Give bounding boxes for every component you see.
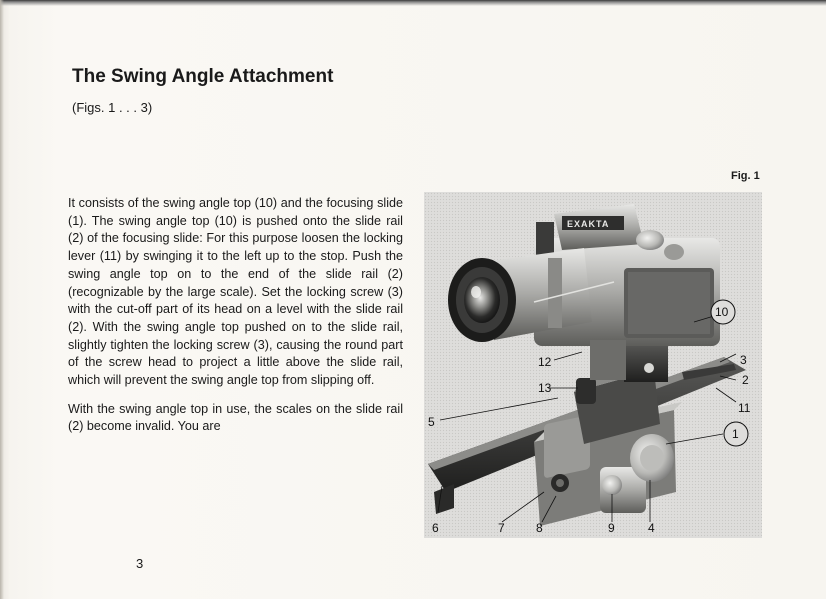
callout-3: 3 — [740, 353, 747, 367]
figure-reference: (Figs. 1 . . . 3) — [72, 100, 153, 115]
camera-illustration — [424, 192, 762, 538]
callout-1: 1 — [732, 427, 739, 441]
callout-12: 12 — [538, 355, 552, 369]
page-number: 3 — [136, 556, 144, 571]
figure-caption: Fig. 1 — [731, 170, 760, 182]
callout-7: 7 — [498, 521, 505, 535]
camera-photo — [424, 192, 762, 538]
binding-edge — [0, 0, 4, 599]
body-text — [68, 195, 403, 436]
callout-11: 11 — [738, 401, 751, 415]
callout-2: 2 — [742, 373, 749, 387]
callout-9: 9 — [608, 521, 615, 535]
callout-8: 8 — [536, 521, 543, 535]
callout-5: 5 — [428, 415, 435, 429]
camera-brand-label: EXAKTA — [567, 219, 610, 229]
callout-13: 13 — [538, 381, 552, 395]
callout-10: 10 — [715, 305, 729, 319]
page-title: The Swing Angle Attachment — [72, 66, 334, 87]
paragraph-2: With the swing angle top in use, the scales on the slide rail (2) become invalid. You are — [68, 401, 403, 434]
paragraph-1: It consists of the swing angle top (10) and the focusing slide (1). The swing angle top (10) is pushed onto the slide rail (2) of the focusing slide: For this purpose loosen the locking lever (11) by swinging it to the left up to the stop. Push the swing angle top on to the end of the slide rail (2) (recognizable by the large scale). Set the locking screw (3) with the cut-off part of its head on a level with the slide rail (2). With the swing angle top pushed on to the slide rail, slightly tighten the locking screw (3), causing the round part of the screw head to project a little above the slide rail, which will prevent the swing angle top from slipping off. — [68, 196, 403, 388]
callout-4: 4 — [648, 521, 655, 535]
callout-6: 6 — [432, 521, 439, 535]
top-shadow — [0, 0, 826, 6]
